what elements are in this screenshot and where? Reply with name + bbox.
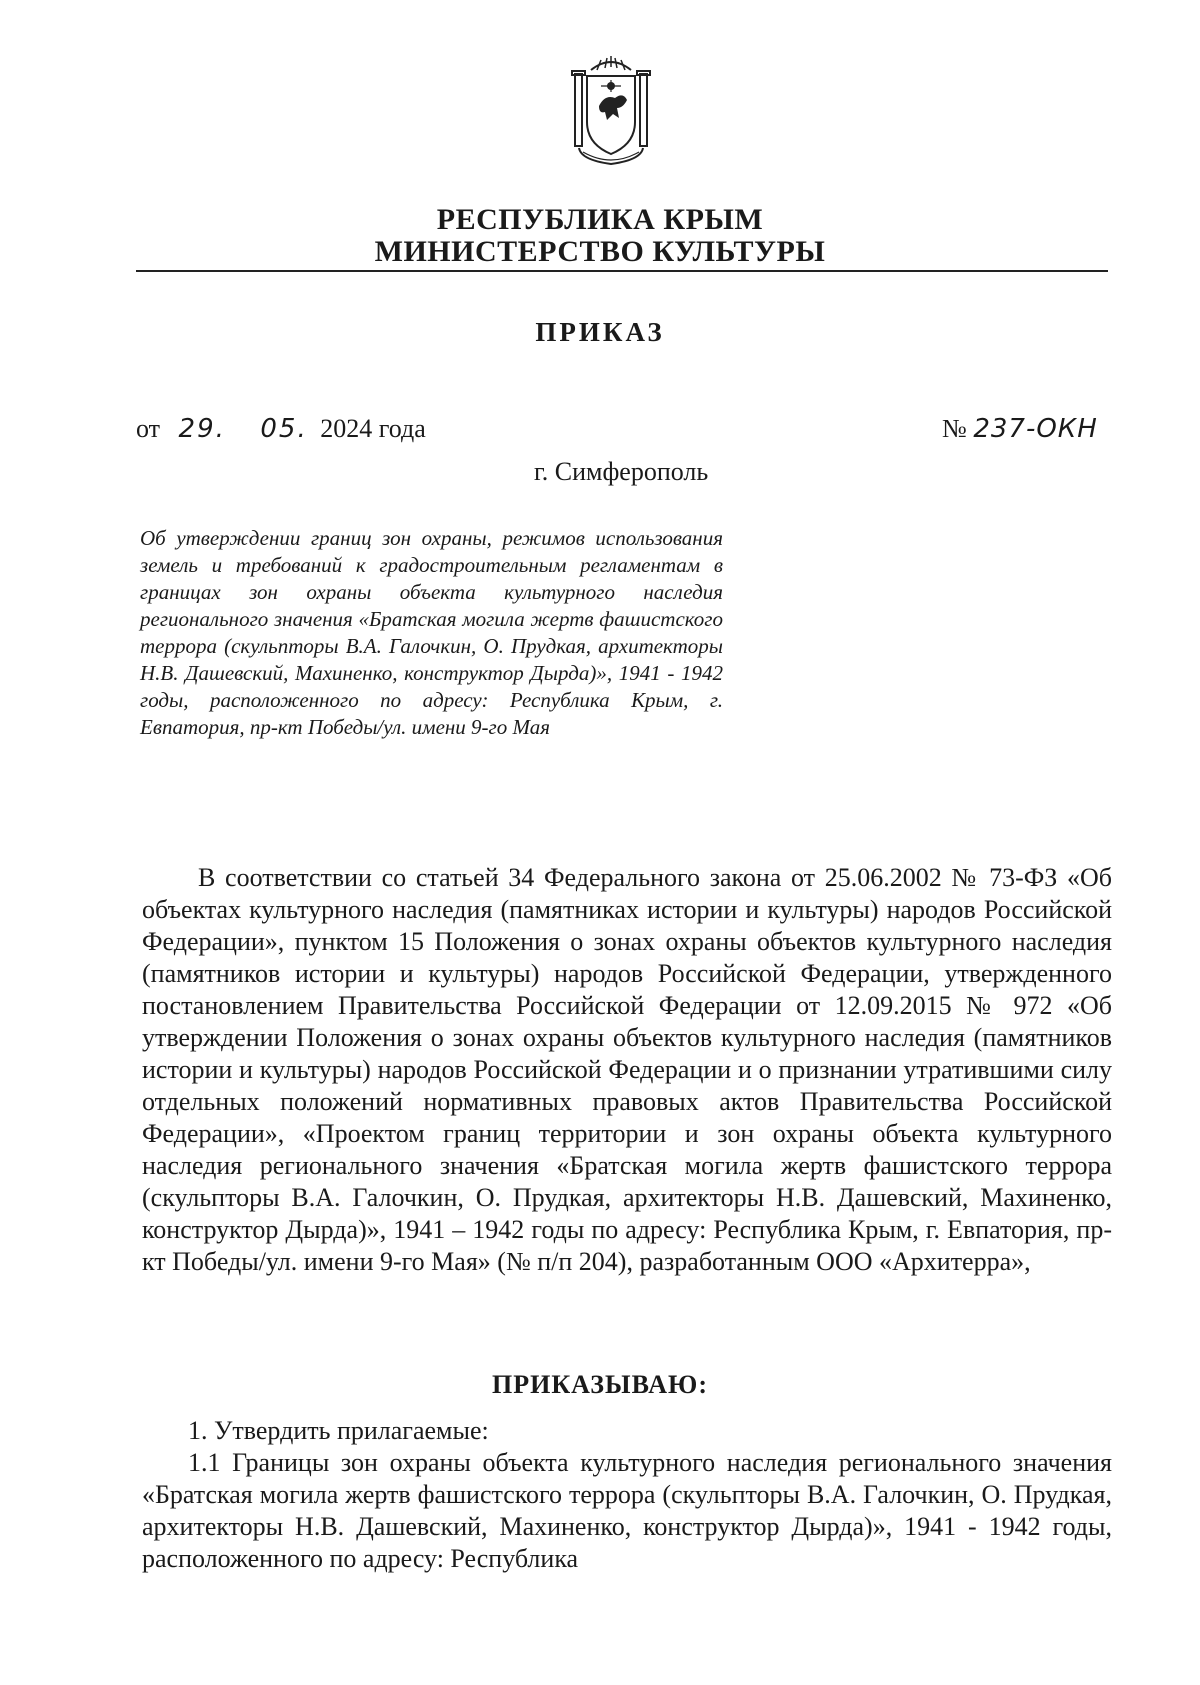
document-date: [136, 414, 426, 444]
document-subject: Об утверждении границ зон охраны, режимов использования земель и требований к градостроительным регламентам в границах зон охраны объекта культурного наследия регионального значения «Братская могила жертв фашистского террора (скульпторы В.А. Галочкин, О. Прудкая, архитекторы Н.В. Дашевский, Махиненко, конструктор Дырда)», 1941 - 1942 годы, расположенного по адресу: Республика Крым, г. Евпатория, пр-кт Победы/ул. имени 9-го Мая: [140, 526, 723, 739]
ministry-title: МИНИСТЕРСТВО КУЛЬТУРЫ: [374, 235, 826, 268]
date-month: 05.: [260, 414, 308, 444]
republic-title: РЕСПУБЛИКА КРЫМ: [436, 203, 764, 236]
number-value: 237-ОКН: [973, 414, 1098, 444]
crimea-coat-of-arms-icon: [561, 52, 661, 172]
document-city: г. Симферополь: [534, 457, 709, 486]
order-heading: ПРИКАЗЫВАЮ:: [492, 1370, 708, 1399]
document-type: ПРИКАЗ: [535, 317, 665, 347]
order-item-1: 1. Утвердить прилагаемые:: [188, 1416, 489, 1445]
preamble-paragraph: В соответствии со статьей 34 Федерального закона от 25.06.2002 № 73-ФЗ «Об объектах культурного наследия (памятниках истории и культуры) народов Российской Федерации», пунктом 15 Положения о зонах охраны объектов культурного наследия (памятников истории и культуры) народов Российской Федерации, утвержденного постановлением Правительства Российской Федерации от 12.09.2015 № 972 «Об утверждении Положения о зонах охраны объектов культурного наследия (памятников истории и культуры) народов Российской Федерации и о признании утратившими силу отдельных положений нормативных правовых актов Правительства Российской Федерации», «Проектом границ территории и зон охраны объекта культурного наследия регионального значения «Братская могила жертв фашистского террора (скульпторы В.А. Галочкин, О. Прудкая, архитекторы Н.В. Дашевский, Махиненко, конструктор Дырда)», 1941 – 1942 годы по адресу: Республика Крым, г. Евпатория, пр-кт Победы/ул. имени 9-го Мая» (№ п/п 204), разработанным ООО «Архитерра»,: [142, 863, 1112, 1276]
number-prefix: №: [942, 414, 967, 443]
order-item-1-1: 1.1 Границы зон охраны объекта культурного наследия регионального значения «Братская могила жертв фашистского террора (скульпторы В.А. Галочкин, О. Прудкая, архитекторы Н.В. Дашевский, Махиненко, конструктор Дырда)», 1941 - 1942 годы, расположенного по адресу: Республика: [142, 1448, 1112, 1573]
date-day: 29.: [178, 414, 226, 444]
header-divider: [136, 270, 1108, 272]
date-prefix: от: [136, 414, 161, 443]
document-number: [942, 414, 1098, 444]
date-year: 2024 года: [320, 414, 426, 443]
